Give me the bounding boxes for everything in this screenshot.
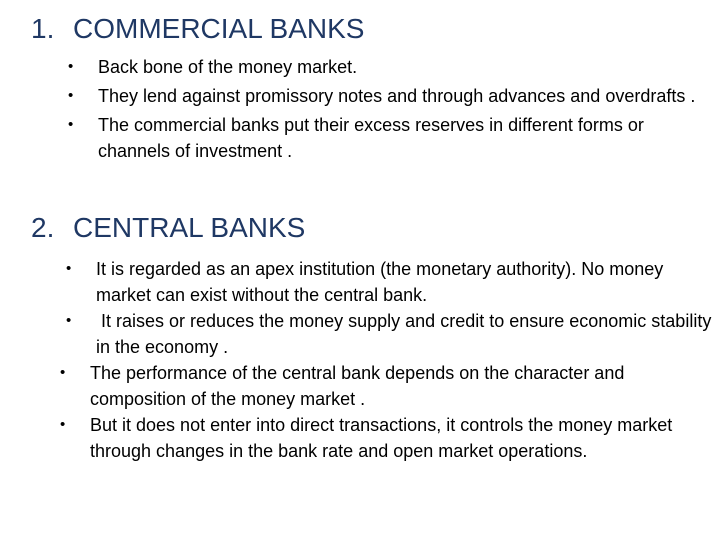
list-item — [66, 308, 717, 360]
bullet-text: The performance of the central bank depends on the character and composition of the money market . — [90, 363, 625, 409]
central-banks-bullet-list — [60, 256, 717, 464]
bullet-icon: • — [66, 312, 72, 329]
bullet-text: They lend against promissory notes and through advances and overdrafts . — [98, 86, 696, 106]
bullet-icon: • — [66, 260, 72, 277]
bullet-text: It is regarded as an apex institution (the monetary authority). No money market can exist without the central bank. — [96, 259, 664, 305]
list-item — [68, 83, 698, 109]
bullet-text: The commercial banks put their excess reserves in different forms or channels of investment . — [98, 115, 644, 161]
section-number: 2. — [31, 212, 55, 243]
list-item — [60, 412, 716, 464]
list-item — [60, 360, 716, 412]
bullet-icon: • — [68, 58, 74, 75]
list-item — [68, 112, 698, 164]
commercial-banks-bullet-list — [68, 54, 698, 167]
section-heading-commercial-banks — [31, 13, 364, 45]
list-item — [66, 256, 716, 308]
bullet-text: It raises or reduces the money supply and credit to ensure economic stability in the economy . — [96, 311, 717, 357]
bullet-icon: • — [60, 364, 66, 381]
bullet-icon: • — [68, 87, 74, 104]
bullet-icon: • — [60, 416, 66, 433]
section-title: COMMERCIAL BANKS — [73, 13, 365, 44]
bullet-text: But it does not enter into direct transactions, it controls the money market through changes in the bank rate and open market operations. — [90, 415, 673, 461]
section-number: 1. — [31, 13, 55, 44]
section-heading-central-banks — [31, 212, 305, 244]
bullet-icon: • — [68, 116, 74, 133]
bullet-text: Back bone of the money market. — [98, 57, 358, 77]
list-item — [68, 54, 698, 80]
section-title: CENTRAL BANKS — [73, 212, 306, 243]
